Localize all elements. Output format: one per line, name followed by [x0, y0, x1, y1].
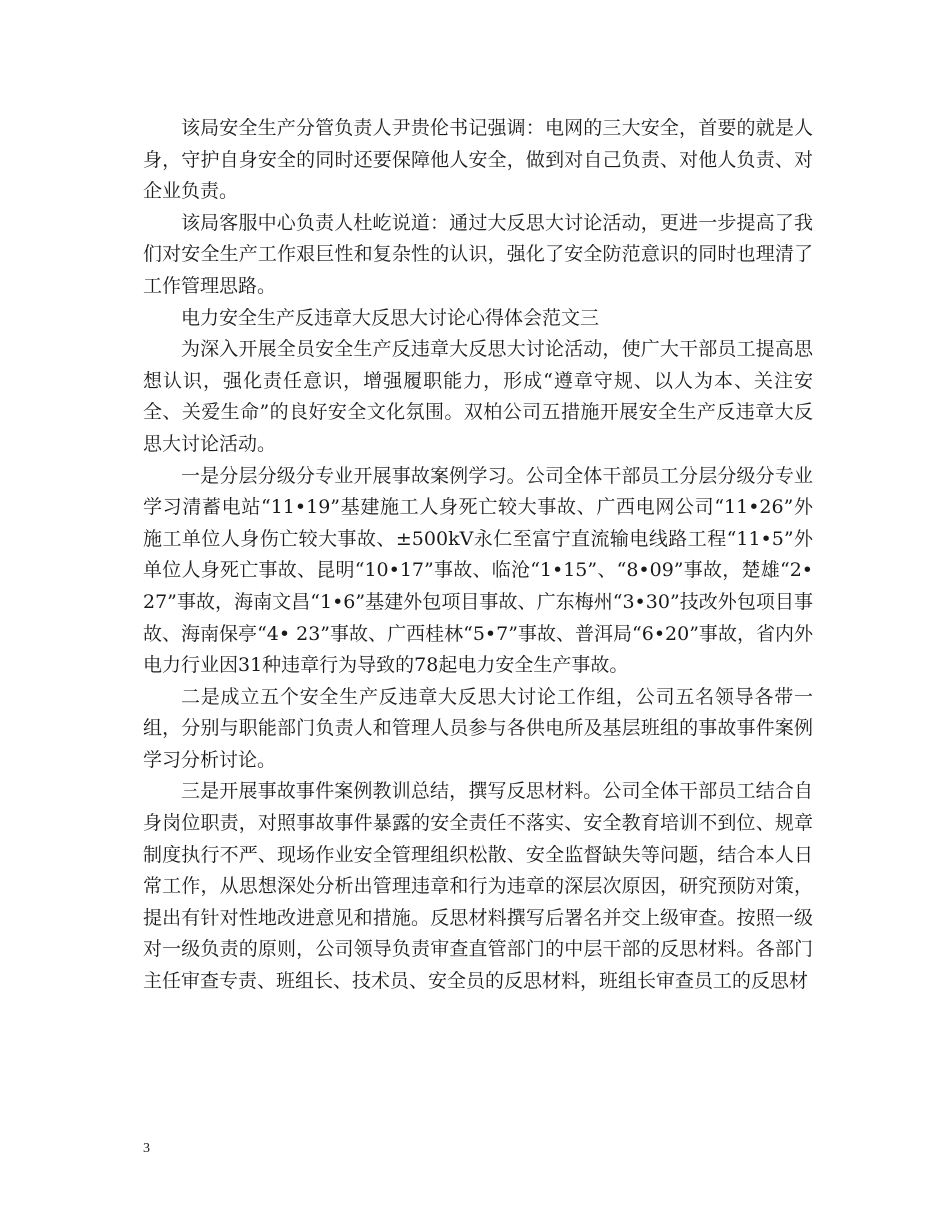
paragraph-2: 该局客服中心负责人杜屹说道：通过大反思大讨论活动，更进一步提高了我们对安全生产工作艰巨性和复杂性的认识，强化了安全防范意识的同时也理清了工作管理思路。 — [143, 211, 813, 297]
paragraph-4: 一是分层分级分专业开展事故案例学习。公司全体干部员工分层分级分专业学习清蓄电站“11•19”基建施工人身死亡较大事故、广西电网公司“11•26”外施工单位人身伤亡较大事故、±500kV永仁至富宁直流输电线路工程“11•5”外单位人身死亡事故、昆明“10•17”事故、临沧“1•15”、“8•09”事故，楚雄“2•27”事故，海南文昌“1•6”基建外包项目事故、广东梅州“3•30”技改外包项目事故、海南保亭“4• 23”事故、广西桂林“5•7”事故、普洱局“6•20”事故，省内外电力行业因31种违章行为导致的78起电力安全生产事故。 — [143, 464, 813, 677]
paragraph-6: 三是开展事故事件案例教训总结，撰写反思材料。公司全体干部员工结合自身岗位职责，对照事故事件暴露的安全责任不落实、安全教育培训不到位、规章制度执行不严、现场作业安全管理组织松散、安全监督缺失等问题，结合本人日常工作，从思想深处分析出管理违章和行为违章的深层次原因，研究预防对策，提出有针对性地改进意见和措施。反思材料撰写后署名并交上级审查。按照一级对一级负责的原则，公司领导负责审查直管部门的中层干部的反思材料。各部门主任审查专责、班组长、技术员、安全员的反思材料，班组长审查员工的反思材 — [143, 780, 813, 993]
paragraph-1: 该局安全生产分管负责人尹贵伦书记强调：电网的三大安全，首要的就是人身，守护自身安全的同时还要保障他人安全，做到对自己负责、对他人负责、对企业负责。 — [143, 117, 813, 203]
paragraph-3: 为深入开展全员安全生产反违章大反思大讨论活动，使广大干部员工提高思想认识，强化责任意识，增强履职能力，形成“遵章守规、以人为本、关注安全、关爱生命”的良好安全文化氛围。双柏公司五措施开展安全生产反违章大反思大讨论活动。 — [143, 338, 813, 455]
paragraph-5: 二是成立五个安全生产反违章大反思大讨论工作组，公司五名领导各带一组，分别与职能部门负责人和管理人员参与各供电所及基层班组的事故事件案例学习分析讨论。 — [143, 685, 813, 771]
page-number: 3 — [143, 1141, 150, 1156]
document-body — [143, 113, 813, 998]
section-heading: 电力安全生产反违章大反思大讨论心得体会范文三 — [181, 306, 600, 329]
